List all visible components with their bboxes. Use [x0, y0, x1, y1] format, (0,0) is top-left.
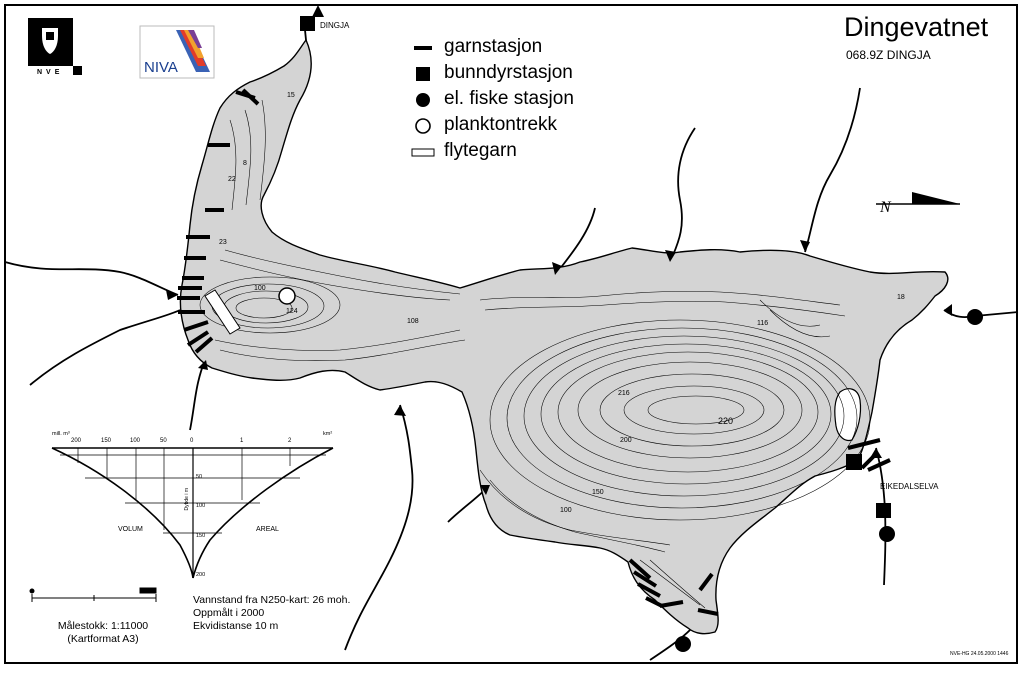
depth-tick: 50: [196, 474, 203, 480]
volume-axis-label: mill. m³: [52, 431, 70, 437]
area-label: AREAL: [256, 526, 279, 533]
depth-label: 22: [228, 176, 236, 183]
depth-label: 18: [897, 294, 905, 301]
depth-label: 23: [219, 239, 227, 246]
legend-item-planktontrekk: [412, 114, 632, 140]
scale-ratio: Målestokk: 1:11000: [57, 620, 149, 632]
legend-label: bunndyrstasjon: [444, 62, 573, 83]
survey-note: Oppmålt i 2000: [193, 607, 265, 619]
depth-label: 200: [620, 437, 632, 444]
depth-label: 150: [592, 489, 604, 496]
volume-tick: 100: [130, 438, 141, 444]
depth-label: 216: [618, 390, 630, 397]
legend-item-el-fiske: [412, 88, 632, 114]
area-axis-label: km²: [323, 431, 333, 437]
legend-label: el. fiske stasjon: [444, 88, 574, 109]
legend-label: planktontrekk: [444, 114, 558, 135]
depth-tick: 100: [196, 503, 206, 509]
depth-label: 8: [243, 160, 247, 167]
map-title: Dingevatnet: [844, 12, 989, 42]
legend-item-garnstasjon: [412, 36, 632, 62]
map-notes: [193, 594, 350, 633]
map-credit: NVE-HG 24.05.2000 1446: [950, 651, 1009, 657]
depth-label: 108: [407, 318, 419, 325]
depth-tick: 150: [196, 533, 206, 539]
legend-label: flytegarn: [444, 140, 517, 161]
scale-format: (Kartformat A3): [67, 633, 139, 645]
depth-label: 100: [560, 507, 572, 514]
volume-tick: 50: [160, 438, 167, 444]
legend-item-bunndyrstasjon: [412, 62, 632, 88]
water-level-note: Vannstand fra N250-kart: 26 moh.: [193, 594, 351, 606]
volume-tick: 150: [101, 438, 112, 444]
depth-label: 124: [286, 308, 298, 315]
area-tick: 2: [288, 438, 292, 444]
depth-tick: 200: [196, 572, 206, 578]
place-name-eikedalselva: EIKEDALSELVA: [880, 482, 939, 491]
depth-label: 100: [254, 285, 266, 292]
place-name-dingja: DINGJA: [320, 21, 350, 30]
map-subtitle: 068.9Z DINGJA: [846, 48, 931, 62]
legend-label: garnstasjon: [444, 36, 543, 57]
svg-text:N: N: [880, 199, 891, 216]
volume-tick: 200: [71, 438, 82, 444]
depth-label: 116: [757, 320, 769, 327]
depth-axis-label: Dybde i m: [184, 488, 190, 511]
legend-item-flytegarn: [412, 140, 632, 166]
volume-label: VOLUM: [118, 526, 143, 533]
depth-label: 220: [718, 416, 734, 426]
depth-label: 15: [287, 92, 295, 99]
svg-text:NVE: NVE: [37, 69, 64, 76]
contour-interval-note: Ekvidistanse 10 m: [193, 620, 279, 632]
scale-text: [48, 620, 158, 646]
svg-text:NIVA: NIVA: [144, 59, 178, 76]
volume-tick: 0: [190, 438, 194, 444]
area-tick: 1: [240, 438, 244, 444]
